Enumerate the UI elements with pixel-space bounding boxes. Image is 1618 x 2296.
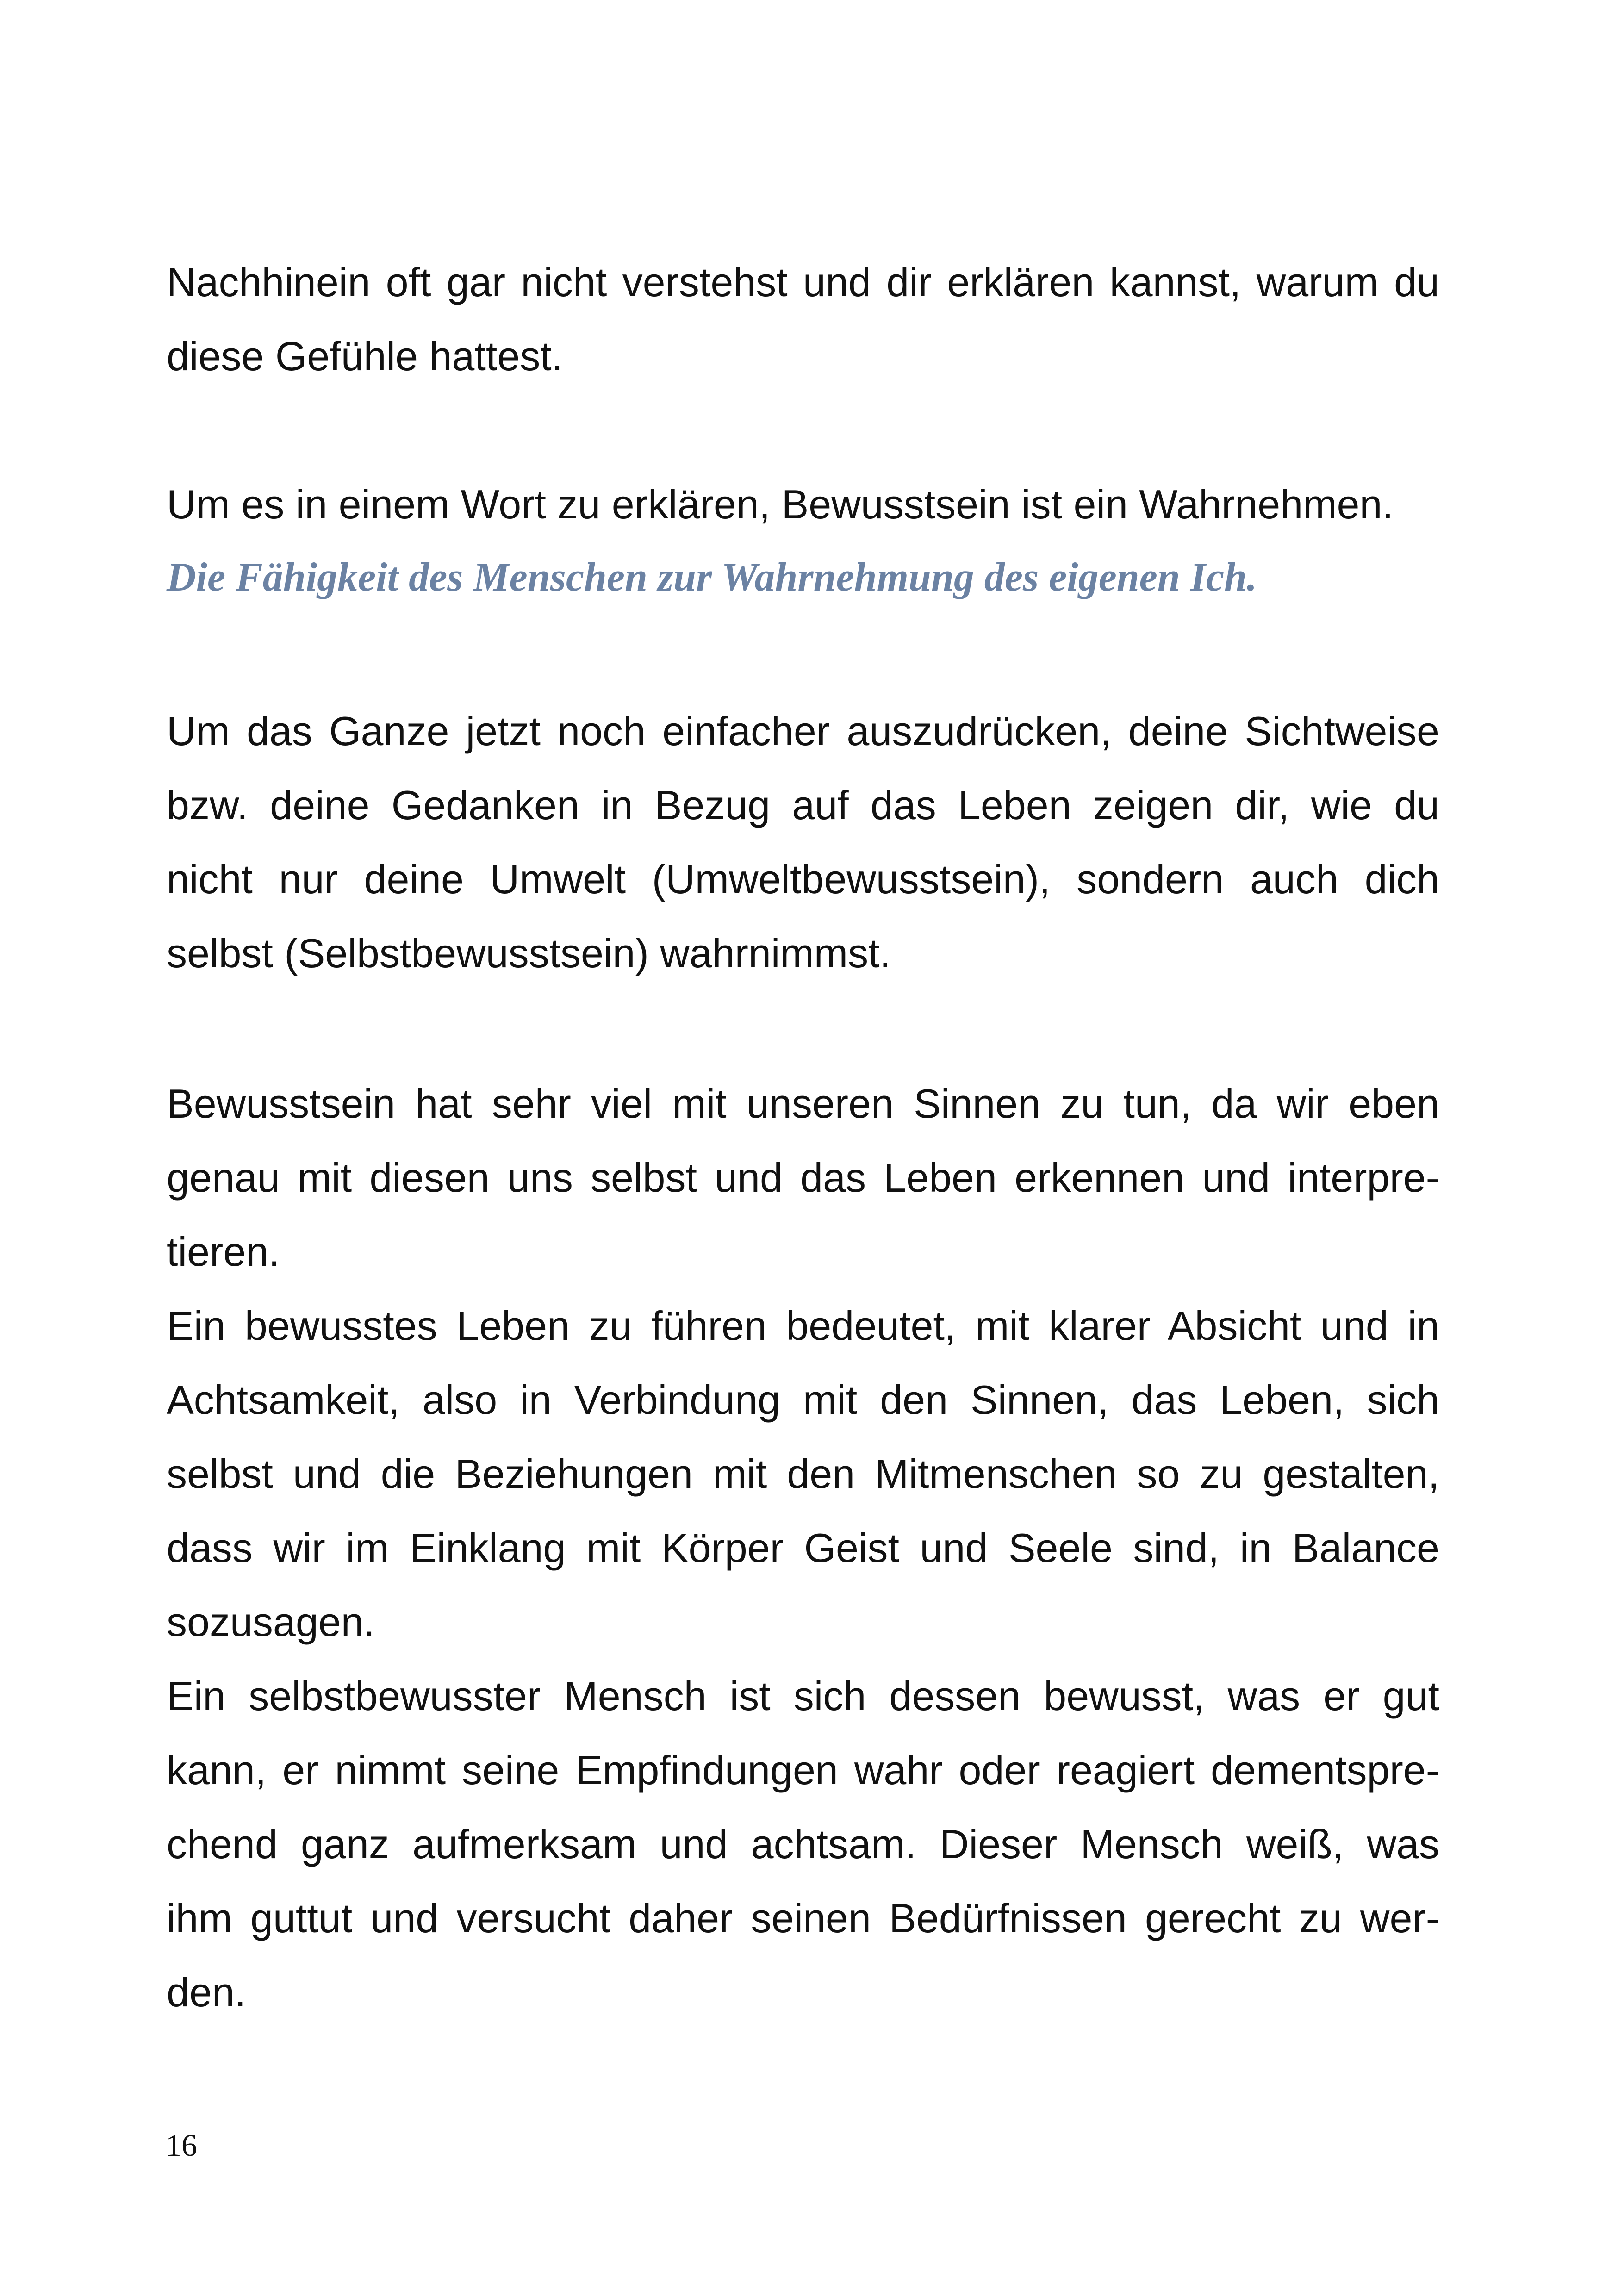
text-line: ihm guttut und versucht daher seinen Bedürfnissen gerecht zu wer- [167,1895,1439,1941]
text-line: Ein selbstbewusster Mensch ist sich dessen bewusst, was er gut [167,1673,1439,1719]
text-line: Bewusstsein hat sehr viel mit unseren Sinnen zu tun, da wir eben [167,1081,1439,1126]
text-line: selbst und die Beziehungen mit den Mitmenschen so zu gestalten, [167,1451,1439,1497]
text-line: dass wir im Einklang mit Körper Geist und Seele sind, in Balance [167,1525,1439,1571]
paragraph-2 [167,467,1439,541]
paragraph-4 [167,1067,1439,2029]
paragraph-3 [167,694,1439,990]
text-line: selbst (Selbstbewusstsein) wahrnimmst. [167,930,891,976]
highlight-quote: Die Fähigkeit des Menschen zur Wahrnehmung des eigenen Ich. [167,555,1257,600]
text-line: chend ganz aufmerksam und achtsam. Dieser Mensch weiß, was [167,1821,1439,1867]
text-line: tieren. [167,1229,280,1275]
page-number: 16 [166,2128,197,2163]
text-line: den. [167,1969,246,2015]
text-line: sozusagen. [167,1599,375,1645]
text-line: Um das Ganze jetzt noch einfacher auszudrücken, deine Sichtweise [167,708,1439,754]
text-line: bzw. deine Gedanken in Bezug auf das Leben zeigen dir, wie du [167,782,1439,828]
text-line: Achtsamkeit, also in Verbindung mit den Sinnen, das Leben, sich [167,1377,1439,1423]
text-line: genau mit diesen uns selbst und das Leben erkennen und interpre- [167,1155,1439,1201]
paragraph-1 [167,245,1439,393]
text-line: Nachhinein oft gar nicht verstehst und dir erklären kannst, warum du [167,259,1439,305]
text-line: nicht nur deine Umwelt (Umweltbewusstsein), sondern auch dich [167,856,1439,902]
text-line: Ein bewusstes Leben zu führen bedeutet, mit klarer Absicht und in [167,1303,1439,1349]
text-line: diese Gefühle hattest. [167,333,563,379]
text-line: kann, er nimmt seine Empfindungen wahr oder reagiert dementspre- [167,1747,1439,1793]
text-line: Um es in einem Wort zu erklären, Bewusstsein ist ein Wahrnehmen. [167,481,1394,527]
